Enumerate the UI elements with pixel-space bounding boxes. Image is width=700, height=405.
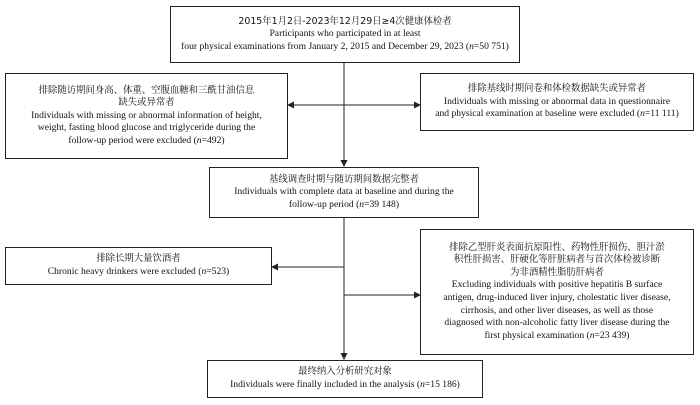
complete-data-en-line1: Individuals with complete data at baseline and during the	[234, 186, 454, 198]
exclusion-followup-en-line2: weight, fasting blood glucose and triglyceride during the	[37, 122, 256, 134]
exclusion-liver-en-line2: antigen, drug-induced liver injury, cholestatic liver disease,	[443, 292, 671, 303]
initial-participants-zh: 2015年1月2日-2023年12月29日≥4次健康体检者	[238, 15, 452, 27]
box-final-included	[207, 360, 483, 398]
exclusion-baseline-en-line1: Individuals with missing or abnormal data in questionnaire	[443, 95, 671, 107]
box-exclusion-baseline	[420, 73, 694, 131]
exclusion-liver-zh-line1: 排除乙型肝炎表面抗原阳性、药物性肝损伤、胆汁淤	[449, 241, 665, 253]
initial-participants-en-line1: Participants who participated in at least	[269, 28, 421, 40]
complete-data-en-line2: follow-up period (n=39 148)	[288, 198, 400, 210]
exclusion-followup-zh-line1: 排除随访期间身高、体重、空腹血糖和三酰甘油信息	[38, 84, 255, 96]
exclusion-liver-en-line3: cirrhosis, and other liver diseases, as well as those	[460, 304, 654, 316]
box-complete-data	[209, 167, 479, 218]
box-exclusion-liver	[420, 229, 694, 355]
box-initial-participants	[170, 6, 520, 63]
exclusion-followup-en-line3: follow-up period were excluded (n=492)	[68, 134, 225, 146]
exclusion-liver-zh-line2: 积性肝损害、肝硬化等肝脏病者与首次体检被诊断	[453, 254, 661, 266]
final-included-en: Individuals were finally included in the analysis (n=15 186)	[230, 379, 460, 390]
exclusion-liver-en-line4: diagnosed with non-alcoholic fatty liver disease during the	[444, 317, 670, 329]
exclusion-followup-zh-line2: 缺失或异常者	[118, 97, 175, 109]
exclusion-baseline-zh: 排除基线时期问卷和体检数据缺失或异常者	[467, 83, 647, 95]
final-included-zh: 最终纳入分析研究对象	[298, 366, 392, 378]
initial-participants-en-line2: four physical examinations from January 2, 2015 and December 29, 2023 (n=50 751)	[181, 40, 509, 52]
exclusion-followup-en-line1: Individuals with missing or abnormal information of height,	[31, 109, 262, 121]
exclusion-liver-zh-line3: 为非酒精性脂肪肝病者	[510, 266, 604, 278]
box-exclusion-drinkers	[5, 247, 272, 285]
exclusion-drinkers-en: Chronic heavy drinkers were excluded (n=523)	[47, 266, 230, 277]
box-exclusion-followup	[5, 73, 288, 159]
exclusion-liver-en-line1: Excluding individuals with positive hepatitis B surface	[451, 279, 663, 291]
exclusion-baseline-en-line2: and physical examination at baseline were excluded (n=11 111)	[435, 108, 679, 120]
exclusion-liver-en-line5: first physical examination (n=23 439)	[484, 329, 630, 341]
complete-data-zh: 基线调查时期与随访期间数据完整者	[268, 173, 419, 185]
exclusion-drinkers-zh: 排除长期大量饮酒者	[96, 253, 181, 265]
